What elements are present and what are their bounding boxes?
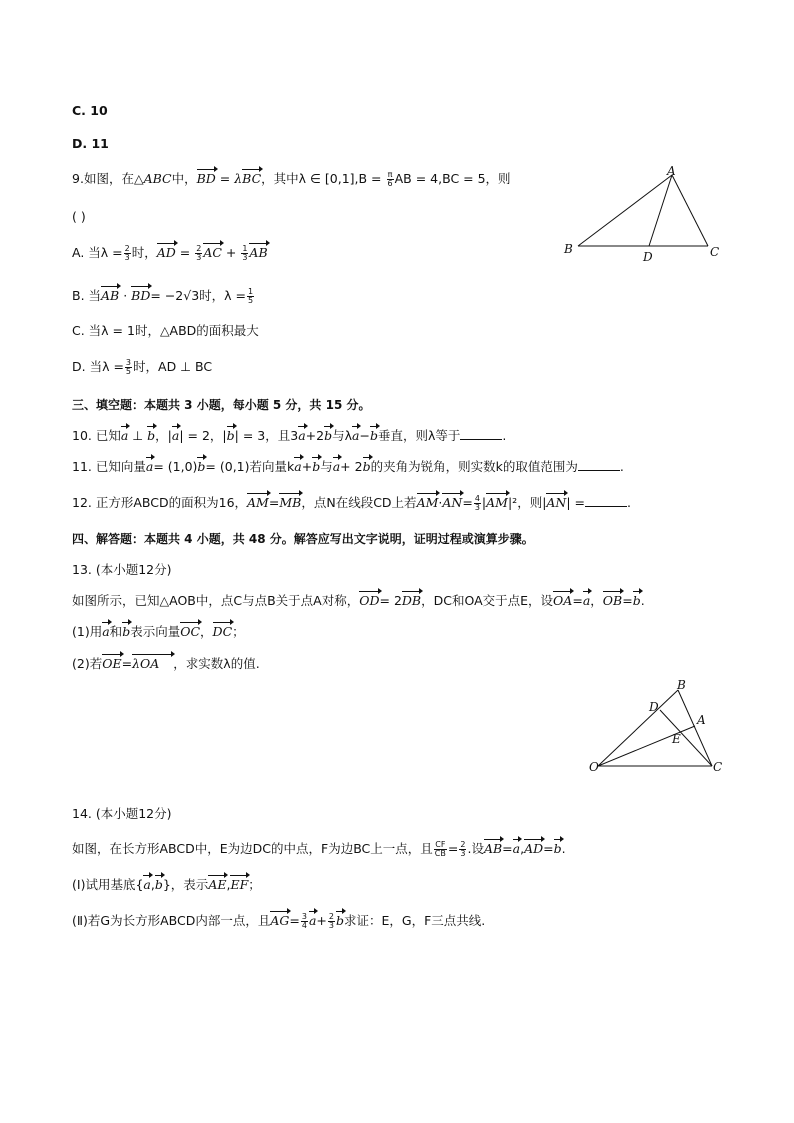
vector: b [226,428,235,443]
vector: OE [102,656,122,671]
vector: λOA [132,655,173,673]
q13-line2: (1)用a和b表示向量OC，DC； [72,624,245,639]
vector: AN [442,495,463,510]
vector: a [145,459,154,474]
label-o: O [589,760,599,774]
vector: a [352,428,360,443]
section-3-heading: 三、填空题：本题共 3 小题，每小题 5 分，共 15 分。 [72,398,371,412]
label-d: D [649,700,659,714]
vector: a [171,428,180,443]
option-c: C. 10 [72,103,108,118]
label-a: A [667,164,676,178]
q14-header: 14. (本小题12分) [72,806,172,821]
vector: AG [270,913,290,928]
vector: b [324,428,333,443]
vector: b [312,459,321,474]
vector: BD [196,171,216,186]
fraction: $\frac{3}{5}$ [125,358,132,376]
fraction: $\frac{2}{3}$ [328,912,334,930]
fraction: $\frac{1}{5}$ [248,287,254,305]
vector: DB [401,593,422,608]
vector: b [369,428,378,443]
vector: b [553,841,562,856]
label-c: C [710,245,720,259]
vector: AN [546,495,567,510]
fraction: $\frac{3}{4}$ [301,912,307,930]
vector: OA [553,593,573,608]
vector: EF [230,877,249,892]
answer-blank [585,494,627,507]
q9-paren: ( ) [72,209,86,224]
vector: a [120,428,129,443]
vector: a [298,428,306,443]
fraction: $\frac{2}{3}$ [460,840,466,858]
vector: OC [180,624,201,639]
label-e: E [672,732,681,746]
vector: a [143,877,151,892]
q13-triangle-figure [586,676,726,780]
label-b: B [564,242,573,256]
q9-option-b: B. 当AB · BD= −2√3时，λ = $\frac{1}{5}$ [72,287,254,305]
label-b: B [677,678,686,692]
q9-option-c: C. 当λ = 1时，△ABD的面积最大 [72,323,259,338]
vector: AB [483,841,503,856]
label-a: A [697,713,706,727]
q13-line1: 如图所示，已知△AOB中，点C与点B关于点A对称，OD= 2DB，DC和OA交于点E，设OA=a，OB=b. [72,593,645,608]
vector: b [147,428,156,443]
vector: AM [247,495,269,510]
fraction: $\frac{\pi}{6}$ [387,170,393,188]
fraction: $\frac{4}{3}$ [474,494,480,512]
vector: BD [131,288,151,303]
vector: DC [212,624,233,639]
fraction: $\frac{2}{3}$ [196,244,202,262]
vector: AD [156,245,176,260]
vector: AC [203,245,222,260]
vector: a [294,459,302,474]
vector: AM [416,495,439,510]
q13-header: 13. (本小题12分) [72,562,172,577]
fraction: $\frac{1}{3}$ [242,244,248,262]
vector: a [308,913,317,928]
vector: b [335,913,344,928]
vector: AB [249,245,268,260]
fraction: $\frac{2}{3}$ [124,244,130,262]
vector: OB [602,593,623,608]
q9-option-a: A. 当λ = $\frac{2}{3}$ 时，AD = $\frac{2}{3}$ AC + $\frac{1}{3}$ AB [72,244,268,262]
label-c: C [713,760,723,774]
vector: b [632,593,641,608]
q11: 11. 已知向量a= (1,0)b= (0,1)若向量ka+b与a+ 2b的夹角为锐角，则实数k的取值范围为 . [72,459,624,474]
fraction: $\frac{CF}{CB}$ [434,840,446,858]
q10: 10. 已知a ⊥ b，|a| = 2，|b| = 3，且3a+2b与λa−b垂直，则λ等于 . [72,428,507,443]
q9-stem: 9.如图，在△ABC中，BD = λBC，其中λ ∈ [0,1],B = $\frac{\pi}{6}$ AB = 4,BC = 5，则 [72,170,511,188]
section-4-heading: 四、解答题：本题共 4 小题，共 48 分。解答应写出文字说明，证明过程或演算步骤。 [72,532,534,546]
q14-line2: (Ⅰ)试用基底{a,b}，表示AE,EF； [72,877,261,892]
q14-line3: (Ⅱ)若G为长方形ABCD内部一点，且AG= $\frac{3}{4}$ a+ $\frac{2}{3}$ b求证：E，G，F三点共线. [72,912,486,930]
q9-triangle-figure [560,162,730,264]
vector: AD [524,841,544,856]
q9-option-d: D. 当λ = $\frac{3}{5}$ 时，AD ⊥ BC [72,358,213,376]
vector: AM [486,495,508,510]
q12: 12. 正方形ABCD的面积为16，AM=MB，点N在线段CD上若AM·AN= $\frac{4}{3}$ |AM|²，则|AN| = . [72,494,632,512]
vector: OD [359,593,380,608]
vector: a [582,593,591,608]
vector: a [512,841,521,856]
q13-line3: (2)若OE=λOA ，求实数λ的值. [72,656,260,671]
answer-blank [460,427,502,440]
option-d: D. 11 [72,136,109,151]
vector: a [332,459,341,474]
label-d: D [643,250,653,264]
answer-blank [578,458,620,471]
vector: AE [208,877,227,892]
vector: a [102,624,110,639]
vector: MB [279,495,302,510]
vector: b [197,459,206,474]
vector: b [362,459,371,474]
vector: BC [242,171,262,186]
q14-line1: 如图，在长方形ABCD中，E为边DC的中点，F为边BC上一点，且 $\frac{CF}{CB}$ = $\frac{2}{3}$ .设AB=a,AD=b. [72,840,566,858]
vector: b [154,877,163,892]
vector: b [122,624,131,639]
vector: AB [101,288,120,303]
